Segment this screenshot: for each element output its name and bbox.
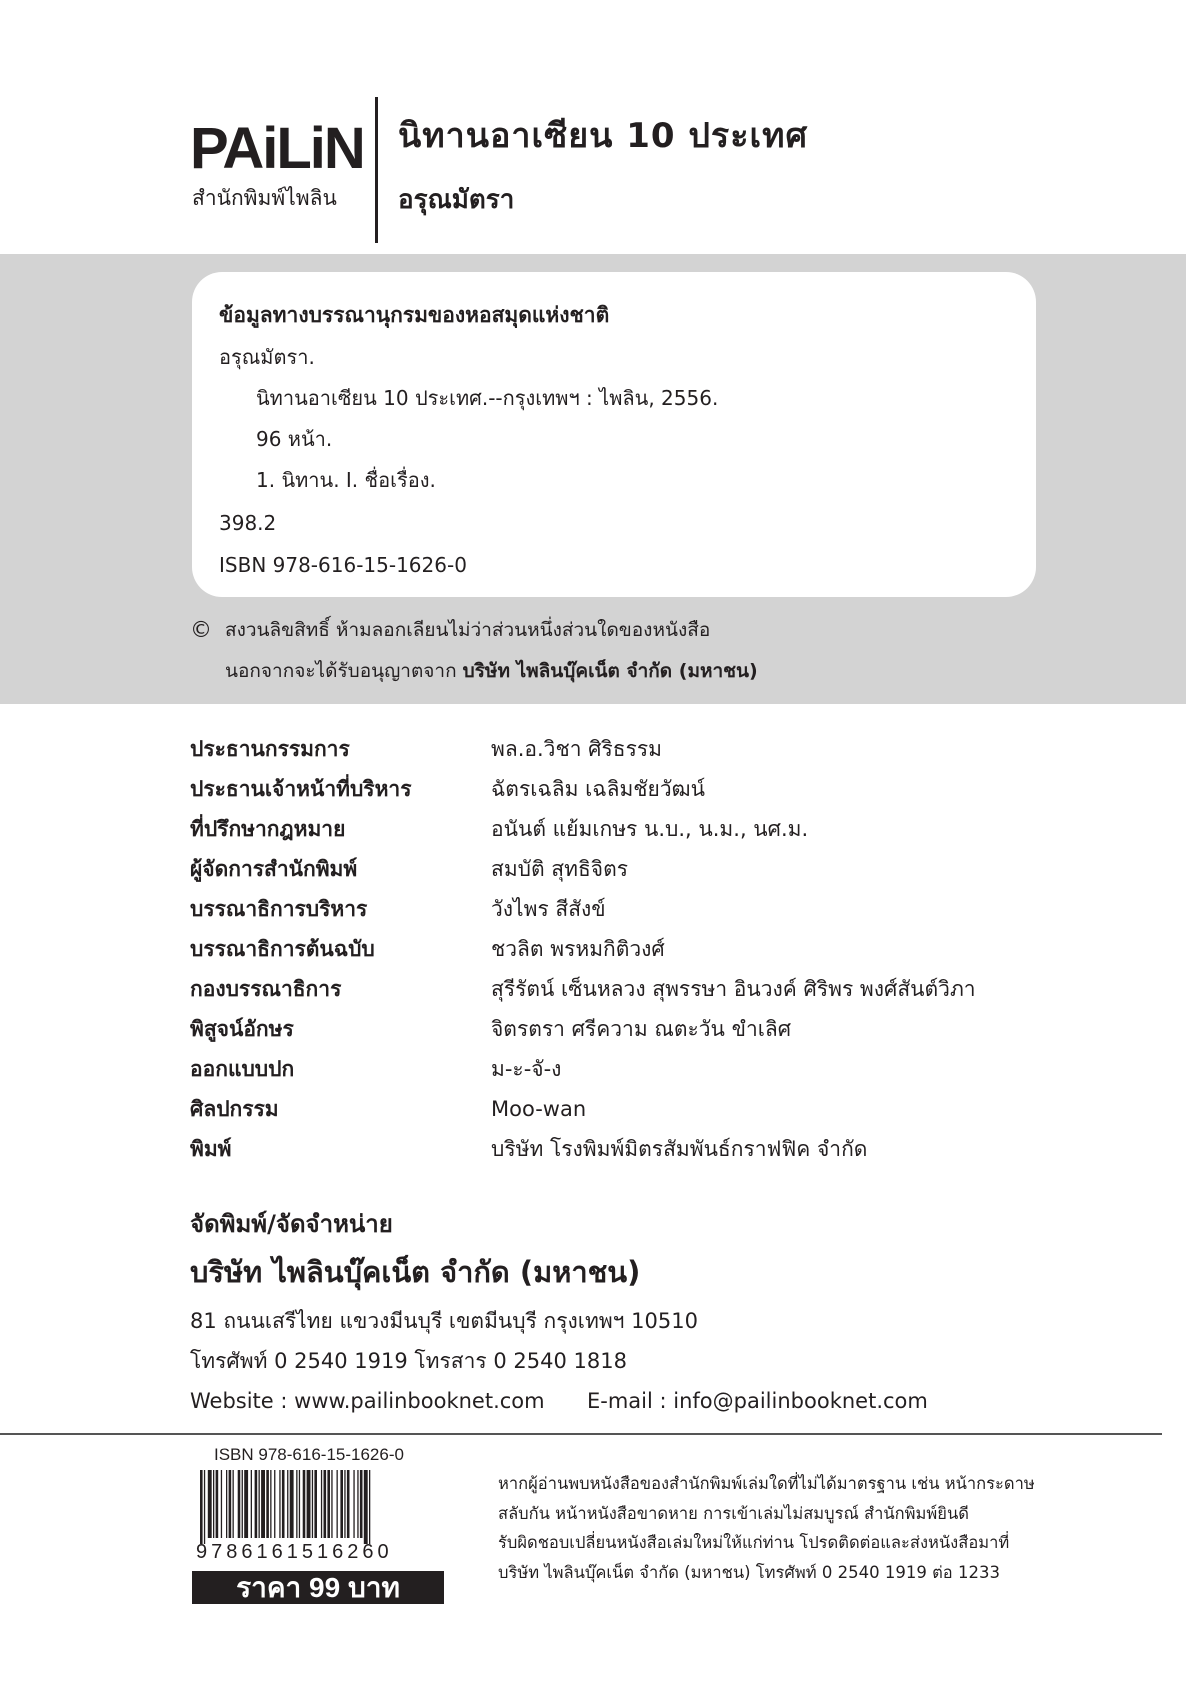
barcode-bar xyxy=(216,1470,219,1538)
price-tag: ราคา 99 บาท xyxy=(192,1571,444,1604)
barcode-bar xyxy=(266,1470,269,1538)
publisher-email-link[interactable]: E-mail : info@pailinbooknet.com xyxy=(587,1389,928,1413)
notice-line: รับผิดชอบเปลี่ยนหนังสือเล่มใหม่ให้แก่ท่าน โปรดติดต่อและส่งหนังสือมาที่ xyxy=(498,1533,1010,1553)
credit-label: ประธานกรรมการ xyxy=(190,737,350,761)
barcode-bar xyxy=(337,1470,338,1538)
cip-pages: 96 หน้า. xyxy=(256,427,333,451)
barcode-bar xyxy=(282,1470,285,1538)
barcode-bar xyxy=(307,1470,311,1538)
credit-label: พิมพ์ xyxy=(190,1137,232,1161)
credit-value: จิตรตรา ศรีความ ณตะวัน ขำเลิศ xyxy=(491,1017,792,1041)
credit-value: บริษัท โรงพิมพ์มิตรสัมพันธ์กราฟฟิค จำกัด xyxy=(491,1137,868,1161)
cip-author: อรุณมัตรา. xyxy=(219,345,315,369)
header-divider xyxy=(375,97,378,243)
barcode-bar xyxy=(213,1470,214,1538)
book-title: นิทานอาเซียน 10 ประเทศ xyxy=(398,116,809,156)
barcode-bar xyxy=(244,1470,248,1538)
barcode-bar xyxy=(331,1470,332,1538)
barcode-bar xyxy=(296,1470,297,1538)
barcode-bar xyxy=(261,1470,265,1538)
cip-isbn: ISBN 978-616-15-1626-0 xyxy=(219,553,467,577)
barcode-bar xyxy=(369,1470,370,1544)
barcode-bar xyxy=(321,1470,322,1538)
barcode-bar xyxy=(259,1470,260,1538)
credit-value: อนันต์ แย้มเกษร น.บ., น.ม., นศ.ม. xyxy=(491,817,809,841)
credit-label: กองบรรณาธิการ xyxy=(190,977,342,1001)
barcode-bar xyxy=(242,1470,243,1538)
publisher-logo: PAiLiN xyxy=(190,116,364,181)
barcode-bar xyxy=(229,1470,232,1538)
barcode-bar xyxy=(324,1470,327,1538)
credit-label: บรรณาธิการต้นฉบับ xyxy=(190,937,375,961)
barcode-bar xyxy=(251,1470,252,1538)
publisher-company: บริษัท ไพลินบุ๊คเน็ต จำกัด (มหาชน) xyxy=(190,1255,641,1289)
barcode-image xyxy=(196,1470,442,1544)
barcode-bar xyxy=(357,1470,358,1538)
barcode-bar xyxy=(312,1470,313,1538)
credit-value: สุรีรัตน์ เซ็นหลวง สุพรรษา อินวงค์ ศิริพร พงศ์สันต์วิภา xyxy=(491,977,976,1001)
barcode-bar xyxy=(200,1470,203,1544)
barcode-digits: 9786161516260 xyxy=(196,1541,393,1563)
notice-line: บริษัท ไพลินบุ๊คเน็ต จำกัด (มหาชน) โทรศัพท์ 0 2540 1919 ต่อ 1233 xyxy=(498,1563,1000,1583)
credit-label: ออกแบบปก xyxy=(190,1057,295,1081)
credit-value: ม-ะ-จั-ง xyxy=(491,1057,562,1081)
credit-value: Moo-wan xyxy=(491,1097,587,1121)
credit-value: ชวลิต พรหมกิติวงศ์ xyxy=(491,937,665,961)
cip-classification: 398.2 xyxy=(219,511,277,535)
credit-value: พล.อ.วิชา ศิริธรรม xyxy=(491,737,663,761)
barcode-bar xyxy=(208,1470,212,1538)
book-author: อรุณมัตรา xyxy=(398,185,515,215)
defect-notice xyxy=(498,1469,1068,1588)
barcode-bar xyxy=(360,1470,363,1538)
barcode-bar xyxy=(274,1470,275,1538)
barcode-bar xyxy=(340,1470,343,1538)
credit-value: วังไพร สีสังข์ xyxy=(491,897,606,921)
credit-label: ที่ปรึกษากฎหมาย xyxy=(190,817,346,841)
barcode-bar xyxy=(353,1470,354,1538)
notice-line: หากผู้อ่านพบหนังสือของสำนักพิมพ์เล่มใดที่ไม่ได้มาตรฐาน เช่น หน้ากระดาษ xyxy=(498,1474,1035,1493)
barcode-bar xyxy=(344,1470,345,1538)
publisher-phone: โทรศัพท์ 0 2540 1919 โทรสาร 0 2540 1818 xyxy=(190,1349,627,1373)
barcode-bar xyxy=(279,1470,280,1538)
copyright-company: บริษัท ไพลินบุ๊คเน็ต จำกัด (มหาชน) xyxy=(462,660,758,682)
credit-value: สมบัติ สุทธิจิตร xyxy=(491,857,629,881)
copyright-notice-line2 xyxy=(225,662,758,681)
barcode-bar xyxy=(287,1470,288,1538)
barcode-bar xyxy=(314,1470,317,1538)
credit-label: พิสูจน์อักษร xyxy=(190,1017,294,1041)
publisher-logo-subtitle: สำนักพิมพ์ไพลิน xyxy=(192,186,337,210)
barcode-bar xyxy=(303,1470,306,1538)
bottom-divider xyxy=(0,1433,1162,1435)
barcode-isbn: ISBN 978-616-15-1626-0 xyxy=(214,1445,404,1464)
copyright-icon: © xyxy=(190,618,212,643)
copyright-notice-prefix: นอกจากจะได้รับอนุญาตจาก xyxy=(225,660,463,682)
barcode-bar xyxy=(327,1470,330,1538)
barcode-bar xyxy=(233,1470,234,1538)
credit-label: ประธานเจ้าหน้าที่บริหาร xyxy=(190,777,412,801)
publisher-address: 81 ถนนเสรีไทย แขวงมีนบุรี เขตมีนบุรี กรุงเทพฯ 10510 xyxy=(190,1309,698,1333)
barcode-bar xyxy=(255,1470,258,1538)
barcode-bar xyxy=(226,1470,227,1538)
credit-label: บรรณาธิการบริหาร xyxy=(190,897,368,921)
copyright-notice-line1: สงวนลิขสิทธิ์ ห้ามลอกเลียนไม่ว่าส่วนหนึ่งส่วนใดของหนังสือ xyxy=(225,619,711,641)
barcode-bar xyxy=(290,1470,294,1538)
barcode-bar xyxy=(204,1470,205,1544)
notice-line: สลับกัน หน้าหนังสือขาดหาย การเข้าเล่มไม่สมบูรณ์ สำนักพิมพ์ยินดี xyxy=(498,1503,969,1523)
credit-value: ฉัตรเฉลิม เฉลิมชัยวัฒน์ xyxy=(491,777,705,801)
credit-label: ผู้จัดการสำนักพิมพ์ xyxy=(190,857,358,881)
publisher-website-link[interactable]: Website : www.pailinbooknet.com xyxy=(190,1389,545,1413)
barcode-bar xyxy=(347,1470,350,1538)
cip-title-line: นิทานอาเซียน 10 ประเทศ.--กรุงเทพฯ : ไพลิน, 2556. xyxy=(256,386,719,410)
barcode-bar xyxy=(238,1470,241,1538)
cip-subject: 1. นิทาน. I. ชื่อเรื่อง. xyxy=(256,468,436,492)
barcode-bar xyxy=(270,1470,271,1538)
cip-heading: ข้อมูลทางบรรณานุกรมของหอสมุดแห่งชาติ xyxy=(219,303,610,327)
barcode-bar xyxy=(299,1470,300,1538)
publisher-heading: จัดพิมพ์/จัดจำหน่าย xyxy=(190,1210,393,1238)
barcode-bar xyxy=(364,1470,368,1544)
credit-label: ศิลปกรรม xyxy=(190,1097,279,1121)
barcode-bar xyxy=(221,1470,222,1538)
